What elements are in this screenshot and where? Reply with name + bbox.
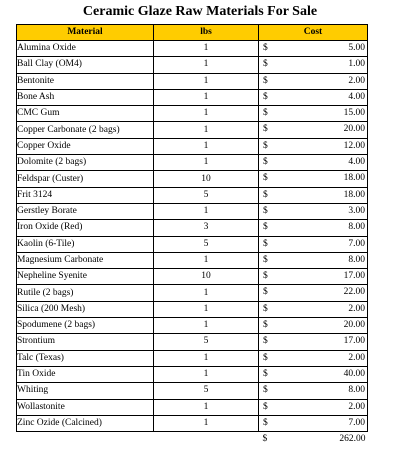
lbs-cell[interactable]: 1	[154, 366, 259, 382]
cost-amount: 2.00	[348, 401, 365, 412]
lbs-cell[interactable]: 1	[154, 138, 259, 154]
cost-amount: 18.00	[343, 189, 365, 200]
cost-cell[interactable]	[259, 350, 368, 366]
cost-amount: 22.00	[343, 287, 365, 298]
cost-amount: 17.00	[343, 271, 365, 282]
table-row	[17, 285, 368, 301]
material-cell[interactable]: Spodumene (2 bags)	[17, 318, 154, 334]
currency-symbol: $	[263, 43, 268, 53]
material-cell[interactable]: CMC Gum	[17, 106, 154, 122]
lbs-cell[interactable]: 5	[154, 334, 259, 350]
material-cell[interactable]: Copper Oxide	[17, 138, 154, 154]
material-cell[interactable]: Copper Carbonate (2 bags)	[17, 122, 154, 138]
cost-amount: 1.00	[348, 59, 365, 70]
currency-symbol: $	[263, 254, 268, 265]
currency-symbol: $	[263, 189, 268, 200]
cost-cell[interactable]	[259, 171, 368, 187]
cost-cell[interactable]	[259, 383, 368, 399]
material-cell[interactable]: Whiting	[17, 383, 154, 399]
cost-cell[interactable]	[259, 203, 368, 219]
table-row	[17, 350, 368, 366]
table-row	[17, 106, 368, 122]
cost-cell[interactable]	[259, 122, 368, 138]
lbs-cell[interactable]: 1	[154, 350, 259, 366]
cost-cell[interactable]	[259, 366, 368, 382]
header-cost[interactable]: Cost	[259, 25, 368, 41]
cost-cell[interactable]	[259, 57, 368, 73]
currency-symbol: $	[263, 368, 268, 379]
currency-symbol: $	[263, 238, 268, 249]
lbs-cell[interactable]: 1	[154, 73, 259, 89]
total-spacer	[17, 432, 154, 448]
table-row	[17, 236, 368, 252]
lbs-cell[interactable]: 1	[154, 252, 259, 268]
lbs-cell[interactable]: 1	[154, 203, 259, 219]
table-row	[17, 252, 368, 268]
material-cell[interactable]: Strontium	[17, 334, 154, 350]
cost-amount: 7.00	[348, 238, 365, 249]
cost-amount: 18.00	[343, 173, 365, 184]
table-row	[17, 171, 368, 187]
lbs-cell[interactable]: 1	[154, 399, 259, 415]
cost-cell[interactable]	[259, 285, 368, 301]
lbs-cell[interactable]: 5	[154, 187, 259, 203]
cost-amount: 2.00	[348, 75, 365, 86]
material-cell[interactable]: Frit 3124	[17, 187, 154, 203]
material-cell[interactable]: Ball Clay (OM4)	[17, 57, 154, 73]
cost-amount: 8.00	[348, 222, 365, 233]
currency-symbol: $	[263, 108, 268, 119]
material-cell[interactable]: Alumina Oxide	[17, 41, 154, 57]
currency-symbol: $	[263, 417, 268, 428]
cost-cell[interactable]	[259, 269, 368, 285]
lbs-cell[interactable]: 10	[154, 269, 259, 285]
lbs-cell[interactable]: 1	[154, 89, 259, 105]
table-row	[17, 220, 368, 236]
cost-amount: 2.00	[348, 303, 365, 314]
lbs-cell[interactable]: 1	[154, 41, 259, 57]
cost-cell[interactable]	[259, 399, 368, 415]
cost-cell[interactable]	[259, 220, 368, 236]
header-lbs[interactable]: lbs	[154, 25, 259, 41]
cost-cell[interactable]	[259, 187, 368, 203]
currency-symbol: $	[263, 336, 268, 347]
currency-symbol: $	[263, 401, 268, 412]
lbs-cell[interactable]: 3	[154, 220, 259, 236]
cost-cell[interactable]	[259, 301, 368, 317]
currency-symbol: $	[263, 75, 268, 86]
table-row	[17, 301, 368, 317]
material-cell[interactable]: Talc (Texas)	[17, 350, 154, 366]
cost-amount: 3.00	[348, 205, 365, 216]
table-row	[17, 415, 368, 431]
currency-symbol: $	[263, 287, 268, 298]
cost-amount: 20.00	[343, 320, 365, 331]
table-row	[17, 399, 368, 415]
cost-cell[interactable]	[259, 89, 368, 105]
cost-cell[interactable]	[259, 334, 368, 350]
cost-cell[interactable]	[259, 106, 368, 122]
cost-amount: 5.00	[348, 43, 365, 53]
table-row	[17, 334, 368, 350]
material-cell[interactable]: Feldspar (Custer)	[17, 171, 154, 187]
cost-amount: 20.00	[343, 124, 365, 135]
lbs-cell[interactable]: 5	[154, 236, 259, 252]
header-material[interactable]: Material	[17, 25, 154, 41]
total-spacer	[154, 432, 259, 448]
table-row	[17, 122, 368, 138]
material-cell[interactable]: Bentonite	[17, 73, 154, 89]
table-row	[17, 366, 368, 382]
table-row	[17, 89, 368, 105]
material-cell[interactable]: Nepheline Syenite	[17, 269, 154, 285]
currency-symbol: $	[263, 91, 268, 102]
material-cell[interactable]: Rutile (2 bags)	[17, 285, 154, 301]
cost-amount: 2.00	[348, 352, 365, 363]
currency-symbol: $	[263, 124, 268, 135]
table-row	[17, 187, 368, 203]
currency-symbol: $	[263, 352, 268, 363]
cost-amount: 8.00	[348, 254, 365, 265]
cost-amount: 17.00	[343, 336, 365, 347]
lbs-cell[interactable]: 1	[154, 318, 259, 334]
currency-symbol: $	[263, 59, 268, 70]
lbs-cell[interactable]: 1	[154, 285, 259, 301]
lbs-cell[interactable]: 1	[154, 155, 259, 171]
material-cell[interactable]: Zinc Ozide (Calcined)	[17, 415, 154, 431]
lbs-cell[interactable]: 1	[154, 122, 259, 138]
lbs-cell[interactable]: 1	[154, 57, 259, 73]
table-row	[17, 155, 368, 171]
material-cell[interactable]: Dolomite (2 bags)	[17, 155, 154, 171]
material-cell[interactable]: Tin Oxide	[17, 366, 154, 382]
currency-symbol: $	[263, 303, 268, 314]
cost-cell[interactable]	[259, 73, 368, 89]
cost-cell[interactable]	[259, 318, 368, 334]
table-row	[17, 138, 368, 154]
currency-symbol: $	[263, 157, 268, 168]
table-row	[17, 73, 368, 89]
cost-amount: 40.00	[343, 368, 365, 379]
currency-symbol: $	[263, 205, 268, 216]
material-cell[interactable]: Gerstley Borate	[17, 203, 154, 219]
cost-cell[interactable]	[259, 415, 368, 431]
cost-cell[interactable]	[259, 41, 368, 57]
total-row	[17, 432, 368, 448]
cost-cell[interactable]	[259, 236, 368, 252]
currency-symbol: $	[263, 222, 268, 233]
cost-amount: 4.00	[348, 91, 365, 102]
cost-amount: 8.00	[348, 385, 365, 396]
table-row	[17, 383, 368, 399]
table-row	[17, 57, 368, 73]
material-cell[interactable]: Magnesium Carbonate	[17, 252, 154, 268]
material-cell[interactable]: Bone Ash	[17, 89, 154, 105]
lbs-cell[interactable]: 1	[154, 106, 259, 122]
material-cell[interactable]: Kaolin (6-Tile)	[17, 236, 154, 252]
total-amount: 262.00	[339, 434, 366, 445]
currency-symbol: $	[263, 385, 268, 396]
lbs-cell[interactable]: 10	[154, 171, 259, 187]
cost-amount: 4.00	[348, 157, 365, 168]
material-cell[interactable]: Iron Oxide (Red)	[17, 220, 154, 236]
header-row	[17, 25, 368, 41]
currency-symbol: $	[263, 173, 268, 184]
cost-cell[interactable]	[259, 252, 368, 268]
currency-symbol: $	[263, 320, 268, 331]
lbs-cell[interactable]: 5	[154, 383, 259, 399]
lbs-cell[interactable]: 1	[154, 301, 259, 317]
material-cell[interactable]: Wollastonite	[17, 399, 154, 415]
cost-amount: 7.00	[348, 417, 365, 428]
material-cell[interactable]: Silica (200 Mesh)	[17, 301, 154, 317]
table-row	[17, 41, 368, 57]
cost-cell[interactable]	[259, 155, 368, 171]
cost-cell[interactable]	[259, 138, 368, 154]
table-row	[17, 203, 368, 219]
currency-symbol: $	[262, 434, 268, 445]
table-row	[17, 269, 368, 285]
cost-amount: 15.00	[343, 108, 365, 119]
sheet-title: Ceramic Glaze Raw Materials For Sale	[82, 4, 318, 19]
total-cell[interactable]	[259, 432, 368, 448]
materials-table	[16, 24, 368, 447]
lbs-cell[interactable]: 1	[154, 415, 259, 431]
currency-symbol: $	[263, 140, 268, 151]
currency-symbol: $	[263, 271, 268, 282]
table-row	[17, 318, 368, 334]
cost-amount: 12.00	[343, 140, 365, 151]
